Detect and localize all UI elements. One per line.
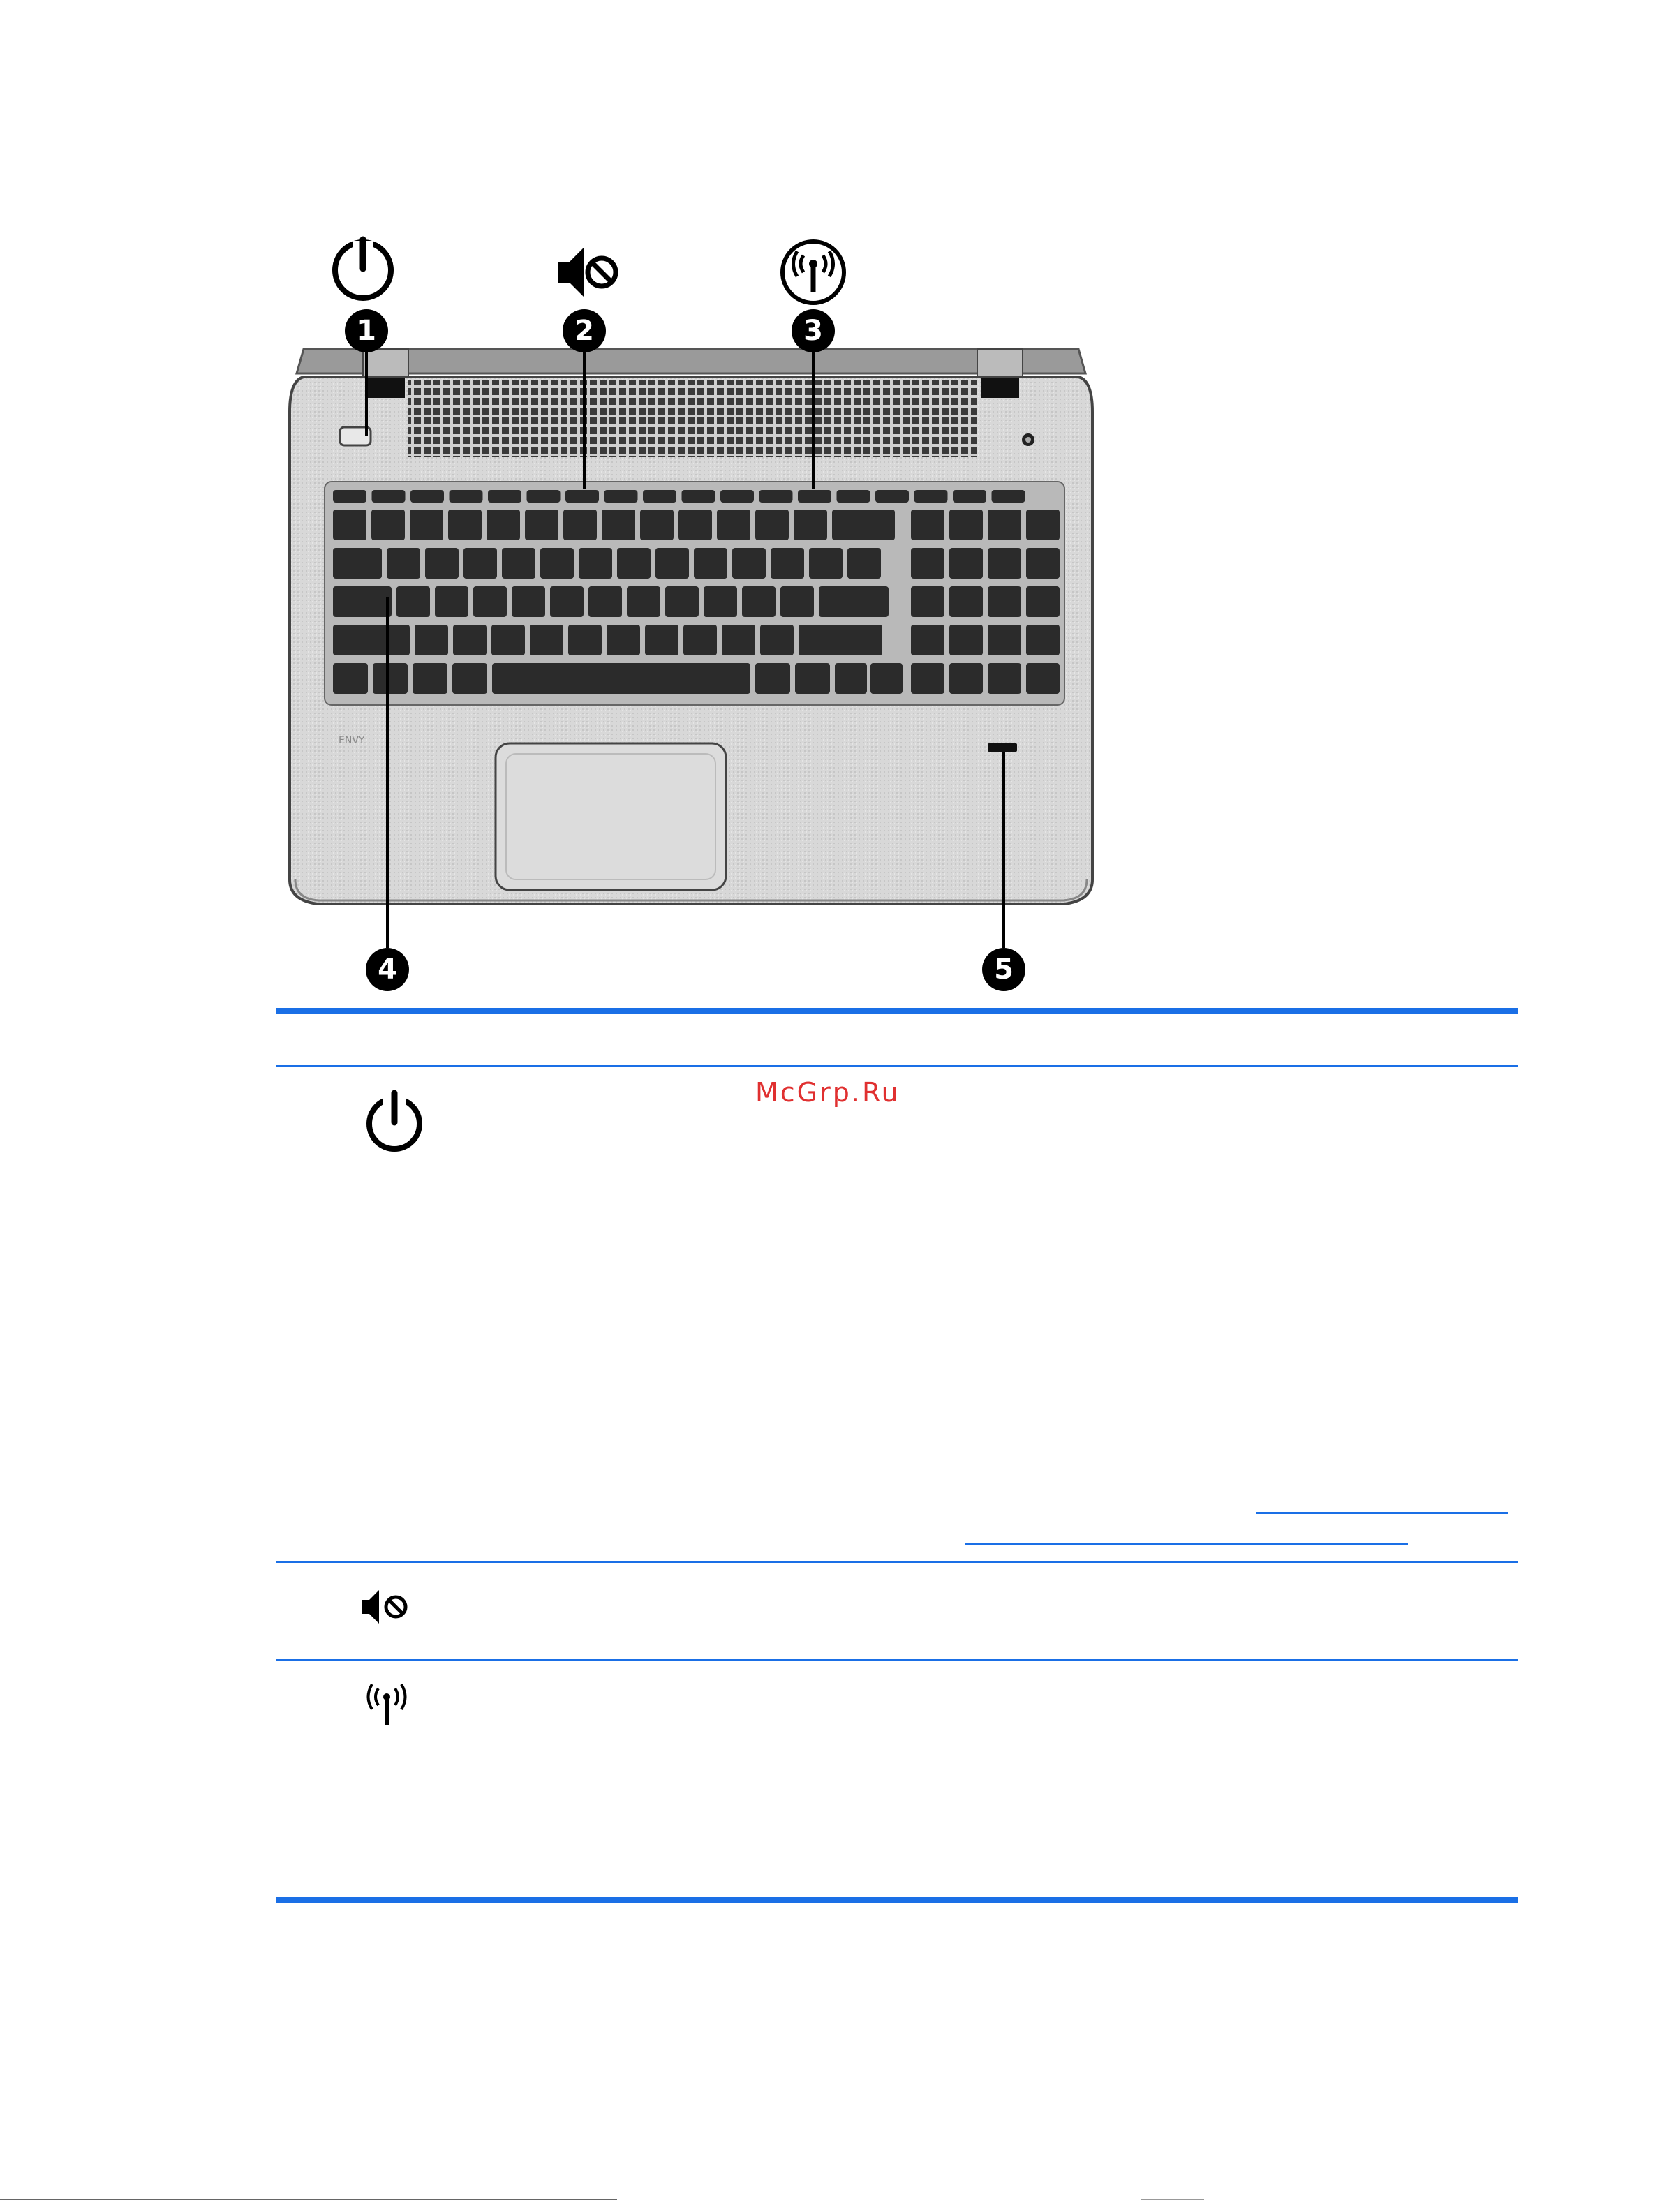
keyboard-key (372, 490, 406, 503)
keyboard-key (665, 586, 699, 617)
keyboard-key (640, 510, 674, 540)
speaker-grille (408, 380, 977, 457)
keyboard-key (870, 663, 903, 694)
leader-line-2 (583, 352, 586, 489)
keyboard-key (333, 663, 368, 694)
footer-mark (1141, 2199, 1204, 2200)
keyboard-key (798, 490, 831, 503)
keyboard-key (435, 586, 468, 617)
leader-line-4 (386, 597, 389, 948)
keyboard-key (502, 548, 535, 579)
hinge-right (981, 378, 1019, 398)
keyboard-key (530, 625, 563, 655)
callout-2: 2 (563, 309, 606, 352)
keyboard-key (911, 586, 944, 617)
keyboard-key (837, 490, 870, 503)
keyboard-key (760, 625, 794, 655)
keyboard-key (799, 625, 882, 655)
keyboard-key (1026, 586, 1060, 617)
keyboard-key (911, 510, 944, 540)
keyboard-key (780, 586, 814, 617)
keyboard-key (410, 510, 443, 540)
laptop-illustration (276, 230, 1113, 998)
table-bottom-rule (276, 1897, 1518, 1903)
table-header-rule (276, 1065, 1518, 1067)
keyboard-key (607, 625, 640, 655)
keyboard-key (604, 490, 638, 503)
keyboard-key (540, 548, 574, 579)
keyboard-key (704, 586, 737, 617)
keyboard-key (373, 663, 408, 694)
keyboard-key (550, 586, 584, 617)
keyboard-key (1026, 510, 1060, 540)
keyboard-key (450, 490, 483, 503)
watermark: McGrp.Ru (755, 1077, 900, 1108)
row-divider-1 (276, 1561, 1518, 1563)
keyboard-key (415, 625, 448, 655)
leader-line-1 (365, 352, 368, 436)
footer-rule (0, 2199, 617, 2200)
keyboard-key (953, 490, 986, 503)
keyboard-key (410, 490, 444, 503)
keyboard-key (949, 548, 983, 579)
keyboard-key (627, 586, 660, 617)
keyboard-key (771, 548, 804, 579)
keyboard-key (1026, 548, 1060, 579)
keyboard-key (491, 625, 525, 655)
keyboard-key (565, 490, 599, 503)
link-underline-2[interactable] (965, 1543, 1408, 1545)
keyboard-key (835, 663, 867, 694)
keyboard-key (720, 490, 754, 503)
keyboard-key (1026, 625, 1060, 655)
keyboard-key (682, 490, 715, 503)
keyboard-key (755, 663, 790, 694)
keyboard-key (333, 490, 366, 503)
callout-5: 5 (982, 948, 1025, 991)
power-icon (359, 1086, 429, 1156)
keyboard-key (911, 548, 944, 579)
keyboard-key (453, 625, 487, 655)
keyboard-key (678, 510, 712, 540)
hinge-left (366, 378, 405, 398)
keyboard-key (683, 625, 717, 655)
keyboard-key (488, 490, 521, 503)
keyboard-key (992, 490, 1025, 503)
wireless-icon (357, 1679, 416, 1737)
keyboard-key (527, 490, 561, 503)
link-underline-1[interactable] (1256, 1512, 1508, 1514)
power-icon (328, 234, 398, 304)
keyboard-key (525, 510, 558, 540)
keyboard-key (463, 548, 497, 579)
keyboard-key (795, 663, 830, 694)
keyboard-key (333, 625, 410, 655)
keyboard-key (988, 548, 1021, 579)
keyboard-key (371, 510, 405, 540)
row-divider-2 (276, 1659, 1518, 1661)
keyboard-key (988, 663, 1021, 694)
keyboard-key (425, 548, 459, 579)
keyboard-key (949, 586, 983, 617)
keyboard-key (492, 663, 750, 694)
keyboard-key (473, 586, 507, 617)
keyboard-key (617, 548, 651, 579)
callout-1: 1 (345, 309, 388, 352)
keyboard-key (452, 663, 487, 694)
mute-icon (553, 241, 623, 304)
table-top-rule (276, 1008, 1518, 1014)
keyboard-key (759, 490, 793, 503)
keyboard-key (949, 510, 983, 540)
keyboard-key (988, 625, 1021, 655)
keyboard-key (448, 510, 482, 540)
keyboard-key (949, 625, 983, 655)
keyboard-key (732, 548, 766, 579)
keyboard-key (988, 586, 1021, 617)
wireless-icon (778, 237, 848, 307)
keyboard-key (645, 625, 678, 655)
keyboard-key (579, 548, 612, 579)
callout-3: 3 (792, 309, 835, 352)
fingerprint-reader (988, 743, 1017, 752)
keyboard-key (914, 490, 948, 503)
touchpad (496, 743, 726, 890)
callout-4: 4 (366, 948, 409, 991)
keyboard-key (333, 586, 392, 617)
keyboard-key (413, 663, 447, 694)
brand-logo: ENVY (339, 735, 365, 746)
keyboard-key (911, 663, 944, 694)
keyboard-key (875, 490, 909, 503)
keyboard-key (602, 510, 635, 540)
keyboard-key (809, 548, 843, 579)
keyboard-key (563, 510, 597, 540)
keyboard-key (333, 548, 382, 579)
keyboard-key (588, 586, 622, 617)
keyboard-key (755, 510, 789, 540)
keyboard-key (643, 490, 676, 503)
keyboard-key (949, 663, 983, 694)
keyboard-key (847, 548, 881, 579)
keyboard-key (742, 586, 776, 617)
keyboard-key (911, 625, 944, 655)
keyboard-key (694, 548, 727, 579)
leader-line-5 (1002, 752, 1005, 948)
keyboard-key (387, 548, 420, 579)
keyboard-key (988, 510, 1021, 540)
keyboard-key (794, 510, 827, 540)
keyboard-key (396, 586, 430, 617)
keyboard-key (1026, 663, 1060, 694)
keyboard-key (512, 586, 545, 617)
keyboard-key (333, 510, 366, 540)
keyboard-key (568, 625, 602, 655)
keyboard-key (832, 510, 895, 540)
keyboard-key (722, 625, 755, 655)
keyboard-key (819, 586, 889, 617)
leader-line-3 (812, 352, 815, 489)
keyboard-key (717, 510, 750, 540)
keyboard-key (487, 510, 520, 540)
keyboard-key (655, 548, 689, 579)
mute-icon (359, 1586, 415, 1628)
laptop-top-view-figure (276, 230, 1113, 998)
